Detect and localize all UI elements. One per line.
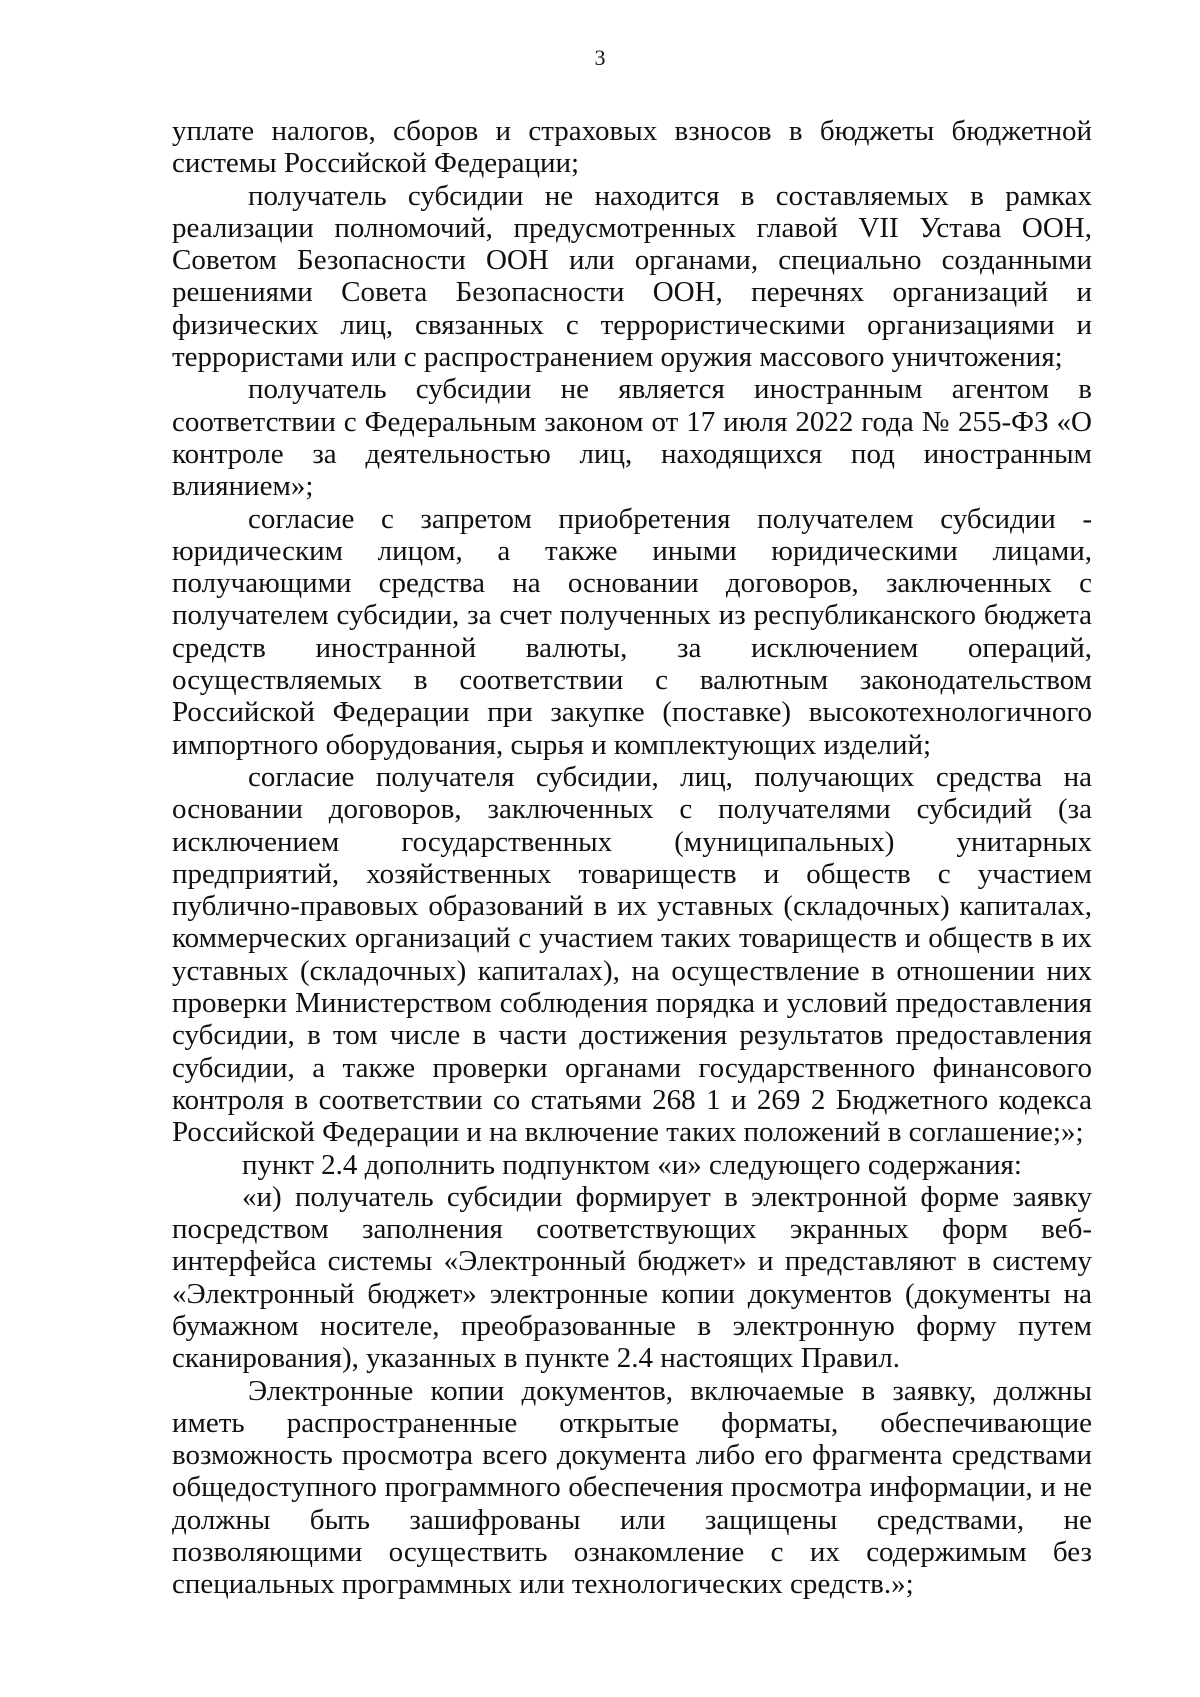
- paragraph-1: уплате налогов, сборов и страховых взносов в бюджеты бюджетной системы Российской Федерации;: [172, 115, 1092, 180]
- paragraph-4: согласие с запретом приобретения получателем субсидии - юридическим лицом, а также иными юридическими лицами, получающими средства на основании договоров, заключенных с получателем субсидии, за счет полученных из республиканского бюджета средств иностранной валюты, за исключением операций, осуществляемых в соответствии с валютным законодательством Российской Федерации при закупке (поставке) высокотехнологичного импортного оборудования, сырья и комплектующих изделий;: [172, 502, 1092, 761]
- document-body: [172, 115, 1092, 1601]
- paragraph-2: получатель субсидии не находится в составляемых в рамках реализации полномочий, предусмотренных главой VII Устава ООН, Советом Безопасности ООН или органами, специально созданными решениями Совета Безопасности ООН, перечнях организаций и физических лиц, связанных с террористическими организациями и террористами или с распространением оружия массового уничтожения;: [172, 179, 1092, 374]
- paragraph-6: пункт 2.4 дополнить подпунктом «и» следующего содержания:: [242, 1148, 1022, 1181]
- paragraph-8: Электронные копии документов, включаемые в заявку, должны иметь распространенные открытые форматы, обеспечивающие возможность просмотра всего документа либо его фрагмента средствами общедоступного программного обеспечения просмотра информации, и не должны быть зашифрованы или защищены средствами, не позволяющими осуществить ознакомление с их содержимым без специальных программных или технологических средств.»;: [172, 1374, 1092, 1601]
- page-number: 3: [594, 45, 606, 70]
- paragraph-7: «и) получатель субсидии формирует в электронной форме заявку посредством заполнения соответствующих экранных форм веб-интерфейса системы «Электронный бюджет» и представляют в систему «Электронный бюджет» электронные копии документов (документы на бумажном носителе, преобразованные в электронную форму путем сканирования), указанных в пункте 2.4 настоящих Правил.: [172, 1180, 1092, 1375]
- paragraph-5: согласие получателя субсидии, лиц, получающих средства на основании договоров, заключенных с получателями субсидий (за исключением государственных (муниципальных) унитарных предприятий, хозяйственных товариществ и обществ с участием публично-правовых образований в их уставных (складочных) капиталах, коммерческих организаций с участием таких товариществ и обществ в их уставных (складочных) капиталах), на осуществление в отношении них проверки Министерством соблюдения порядка и условий предоставления субсидии, в том числе в части достижения результатов предоставления субсидии, а также проверки органами государственного финансового контроля в соответствии со статьями 268 1 и 269 2 Бюджетного кодекса Российской Федерации и на включение таких положений в соглашение;»;: [172, 760, 1092, 1149]
- paragraph-3: получатель субсидии не является иностранным агентом в соответствии с Федеральным законом от 17 июля 2022 года № 255-ФЗ «О контроле за деятельностью лиц, находящихся под иностранным влиянием»;: [172, 373, 1092, 503]
